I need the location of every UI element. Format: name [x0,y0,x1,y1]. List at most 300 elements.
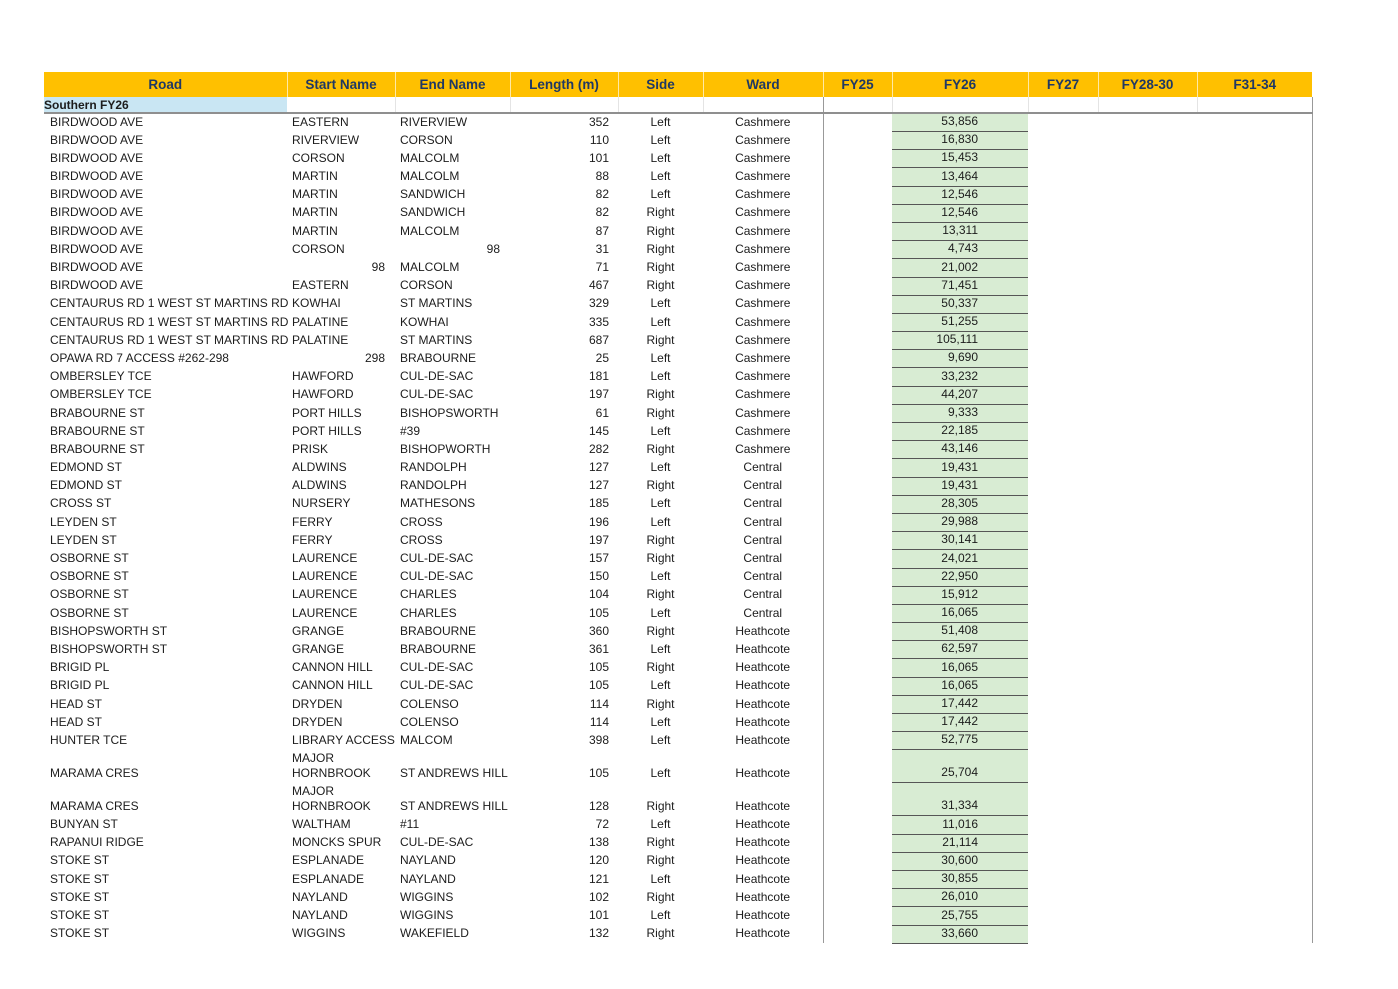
cell-start[interactable]: LAURENCE [292,569,358,584]
cell-end[interactable]: CUL-DE-SAC [400,551,474,565]
cell-f31[interactable] [1197,513,1312,531]
cell-start[interactable]: CORSON [292,150,345,165]
cell-fy28[interactable] [1098,532,1197,550]
cell-fy26[interactable]: 29,988 [892,513,1028,531]
cell-start[interactable]: PALATINE [292,314,349,329]
cell-road[interactable]: CENTAURUS RD 1 WEST ST MARTINS RD [50,314,289,329]
cell-start[interactable]: GRANGE [292,623,345,638]
cell-fy26[interactable]: 21,002 [892,259,1028,277]
cell-road[interactable]: BUNYAN ST [50,817,118,832]
header-fy28-30[interactable]: FY28-30 [1098,72,1197,97]
cell-end[interactable]: RANDOLPH [400,460,467,475]
cell-end[interactable]: CHARLES [400,605,457,620]
cell-end[interactable]: BISHOPSWORTH [400,405,499,420]
cell-start[interactable]: PORT HILLS [292,423,362,438]
cell-end[interactable]: COLENSO [400,714,459,729]
cell-fy25[interactable] [823,222,892,240]
cell-road[interactable]: EDMOND ST [50,478,122,493]
cell-side[interactable]: Left [650,732,671,747]
cell-fy25[interactable] [823,313,892,331]
cell-side[interactable]: Left [650,641,671,656]
cell-fy26[interactable]: 17,442 [892,714,1028,732]
cell-f31[interactable] [1197,907,1312,925]
cell-fy26[interactable]: 30,600 [892,852,1028,870]
cell-side[interactable]: Left [650,569,671,584]
cell-end[interactable]: CUL-DE-SAC [400,678,474,693]
cell-fy27[interactable] [1028,532,1098,550]
cell-f31[interactable] [1197,695,1312,713]
cell-fy28[interactable] [1098,368,1197,386]
cell-start[interactable]: LAURENCE [292,587,358,602]
cell-ward[interactable]: Cashmere [703,132,823,150]
cell-fy27[interactable] [1028,277,1098,295]
cell-end[interactable]: COLENSO [400,696,459,711]
cell-fy28[interactable] [1098,313,1197,331]
cell-side[interactable]: Right [646,926,675,941]
cell-fy28[interactable] [1098,222,1197,240]
cell-f31[interactable] [1197,783,1312,816]
cell-side[interactable]: Left [650,296,671,311]
cell-fy27[interactable] [1028,495,1098,513]
cell-fy26[interactable]: 26,010 [892,889,1028,907]
cell-fy28[interactable] [1098,441,1197,459]
cell-end[interactable]: BRABOURNE [400,350,477,365]
cell-fy26[interactable]: 16,830 [892,132,1028,150]
cell-fy26[interactable]: 31,334 [892,783,1028,816]
cell-road[interactable]: CENTAURUS RD 1 WEST ST MARTINS RD [50,296,289,311]
cell-side[interactable]: Right [646,241,675,256]
cell-ward[interactable]: Cashmere [703,295,823,313]
cell-length[interactable]: 105 [588,765,609,780]
cell-start[interactable]: HAWFORD [292,387,354,402]
cell-end[interactable]: 98 [486,241,500,256]
cell-f31[interactable] [1197,150,1312,168]
section-cell[interactable] [1028,97,1098,113]
cell-end[interactable]: NAYLAND [400,871,456,886]
section-label-cell[interactable]: Southern FY26 [44,97,287,113]
cell-road[interactable]: STOKE ST [50,889,110,904]
cell-length[interactable]: 181 [588,369,609,384]
cell-road[interactable]: OMBERSLEY TCE [50,369,152,384]
cell-ward[interactable]: Heathcote [703,834,823,852]
cell-ward[interactable]: Heathcote [703,623,823,641]
cell-fy27[interactable] [1028,852,1098,870]
cell-fy26[interactable]: 105,111 [892,332,1028,350]
cell-fy25[interactable] [823,834,892,852]
cell-side[interactable]: Left [650,714,671,729]
cell-side[interactable]: Right [646,223,675,238]
cell-fy26[interactable]: 9,690 [892,350,1028,368]
cell-ward[interactable]: Cashmere [703,441,823,459]
cell-end[interactable]: MALCOLM [400,150,460,165]
cell-ward[interactable]: Heathcote [703,852,823,870]
cell-fy25[interactable] [823,586,892,604]
cell-end[interactable]: NAYLAND [400,853,456,868]
header-start[interactable]: Start Name [287,72,395,97]
cell-fy28[interactable] [1098,659,1197,677]
cell-road[interactable]: HEAD ST [50,714,103,729]
cell-f31[interactable] [1197,350,1312,368]
cell-fy27[interactable] [1028,313,1098,331]
header-ward[interactable]: Ward [703,72,823,97]
cell-road[interactable]: OSBORNE ST [50,587,129,602]
cell-fy28[interactable] [1098,641,1197,659]
cell-start[interactable]: CANNON HILL [292,660,373,675]
cell-fy27[interactable] [1028,459,1098,477]
cell-ward[interactable]: Heathcote [703,677,823,695]
cell-ward[interactable]: Central [703,532,823,550]
cell-length[interactable]: 398 [588,732,609,747]
cell-length[interactable]: 197 [588,532,609,547]
cell-side[interactable]: Right [646,889,675,904]
cell-fy27[interactable] [1028,150,1098,168]
cell-f31[interactable] [1197,714,1312,732]
cell-fy28[interactable] [1098,586,1197,604]
cell-road[interactable]: BRABOURNE ST [50,405,145,420]
cell-fy27[interactable] [1028,604,1098,622]
cell-fy28[interactable] [1098,568,1197,586]
cell-length[interactable]: 61 [595,405,609,420]
cell-fy25[interactable] [823,186,892,204]
cell-ward[interactable]: Heathcote [703,889,823,907]
cell-fy25[interactable] [823,459,892,477]
cell-length[interactable]: 105 [588,678,609,693]
cell-length[interactable]: 127 [588,478,609,493]
cell-f31[interactable] [1197,641,1312,659]
cell-fy27[interactable] [1028,513,1098,531]
cell-f31[interactable] [1197,459,1312,477]
cell-side[interactable]: Left [650,605,671,620]
cell-side[interactable]: Left [650,514,671,529]
cell-fy27[interactable] [1028,816,1098,834]
cell-f31[interactable] [1197,623,1312,641]
cell-fy26[interactable]: 24,021 [892,550,1028,568]
cell-ward[interactable]: Cashmere [703,423,823,441]
header-end[interactable]: End Name [395,72,510,97]
cell-end[interactable]: RANDOLPH [400,478,467,493]
cell-f31[interactable] [1197,495,1312,513]
cell-fy25[interactable] [823,907,892,925]
cell-fy25[interactable] [823,852,892,870]
cell-length[interactable]: 282 [588,441,609,456]
cell-fy26[interactable]: 71,451 [892,277,1028,295]
cell-fy25[interactable] [823,168,892,186]
cell-ward[interactable]: Central [703,477,823,495]
cell-fy26[interactable]: 28,305 [892,495,1028,513]
cell-fy28[interactable] [1098,783,1197,816]
cell-road[interactable]: HUNTER TCE [50,732,128,747]
cell-f31[interactable] [1197,568,1312,586]
cell-start[interactable]: NAYLAND [292,889,348,904]
cell-end[interactable]: CROSS [400,514,443,529]
cell-length[interactable]: 687 [588,332,609,347]
cell-ward[interactable]: Heathcote [703,695,823,713]
cell-length[interactable]: 197 [588,387,609,402]
cell-fy25[interactable] [823,641,892,659]
cell-length[interactable]: 72 [595,817,609,832]
header-fy27[interactable]: FY27 [1028,72,1098,97]
cell-side[interactable]: Right [646,660,675,675]
cell-fy27[interactable] [1028,477,1098,495]
cell-fy26[interactable]: 51,255 [892,313,1028,331]
cell-f31[interactable] [1197,925,1312,943]
cell-ward[interactable]: Central [703,550,823,568]
cell-road[interactable]: OSBORNE ST [50,551,129,565]
cell-side[interactable]: Left [650,908,671,922]
cell-length[interactable]: 101 [588,150,609,165]
cell-fy25[interactable] [823,550,892,568]
cell-fy27[interactable] [1028,132,1098,150]
cell-f31[interactable] [1197,386,1312,404]
cell-side[interactable]: Right [646,853,675,868]
cell-road[interactable]: HEAD ST [50,696,103,711]
cell-f31[interactable] [1197,259,1312,277]
cell-road[interactable]: CENTAURUS RD 1 WEST ST MARTINS RD [50,332,289,347]
cell-end[interactable]: CROSS [400,532,443,547]
cell-ward[interactable]: Cashmere [703,350,823,368]
cell-road[interactable]: RAPANUI RIDGE [50,835,144,850]
cell-length[interactable]: 335 [588,314,609,329]
cell-ward[interactable]: Central [703,568,823,586]
cell-ward[interactable]: Heathcote [703,816,823,834]
cell-road[interactable]: BIRDWOOD AVE [50,169,144,184]
cell-fy25[interactable] [823,604,892,622]
cell-end[interactable]: MALCOLM [400,223,460,238]
cell-fy26[interactable]: 11,016 [892,816,1028,834]
cell-fy26[interactable]: 9,333 [892,404,1028,422]
cell-fy26[interactable]: 51,408 [892,623,1028,641]
cell-fy25[interactable] [823,113,892,132]
cell-fy26[interactable]: 15,912 [892,586,1028,604]
cell-fy28[interactable] [1098,925,1197,943]
cell-length[interactable]: 105 [588,660,609,675]
section-cell[interactable] [823,97,892,113]
cell-fy26[interactable]: 4,743 [892,241,1028,259]
cell-start[interactable]: PORT HILLS [292,405,362,420]
cell-side[interactable]: Right [646,696,675,711]
cell-length[interactable]: 150 [588,569,609,584]
cell-end[interactable]: CHARLES [400,587,457,602]
cell-fy28[interactable] [1098,241,1197,259]
cell-fy27[interactable] [1028,332,1098,350]
cell-fy26[interactable]: 30,141 [892,532,1028,550]
cell-fy27[interactable] [1028,732,1098,750]
cell-length[interactable]: 114 [589,696,609,711]
cell-road[interactable]: BRABOURNE ST [50,423,145,438]
cell-length[interactable]: 185 [588,496,609,511]
cell-side[interactable]: Right [646,587,675,602]
cell-fy25[interactable] [823,714,892,732]
cell-start[interactable]: HAWFORD [292,369,354,384]
cell-length[interactable]: 101 [588,908,609,922]
cell-f31[interactable] [1197,659,1312,677]
cell-start[interactable]: CORSON [292,241,345,256]
cell-end[interactable]: #39 [400,423,421,438]
cell-fy28[interactable] [1098,113,1197,132]
cell-side[interactable]: Left [650,114,671,129]
cell-f31[interactable] [1197,132,1312,150]
section-cell[interactable] [892,97,1028,113]
cell-start[interactable]: NURSERY [292,496,351,511]
cell-length[interactable]: 157 [588,551,609,565]
cell-fy26[interactable]: 19,431 [892,459,1028,477]
cell-ward[interactable]: Heathcote [703,659,823,677]
cell-fy28[interactable] [1098,732,1197,750]
cell-end[interactable]: BRABOURNE [400,641,477,656]
header-fy26[interactable]: FY26 [892,72,1028,97]
cell-f31[interactable] [1197,477,1312,495]
section-cell[interactable] [1098,97,1197,113]
cell-fy27[interactable] [1028,186,1098,204]
cell-fy25[interactable] [823,404,892,422]
cell-side[interactable]: Left [650,350,671,365]
cell-side[interactable]: Right [646,205,675,220]
cell-end[interactable]: CORSON [400,132,453,147]
cell-fy25[interactable] [823,677,892,695]
cell-ward[interactable]: Cashmere [703,368,823,386]
cell-road[interactable]: BRIGID PL [50,678,110,693]
cell-fy27[interactable] [1028,783,1098,816]
header-length[interactable]: Length (m) [510,72,618,97]
cell-side[interactable]: Right [646,441,675,456]
cell-end[interactable]: SANDWICH [400,205,466,220]
cell-side[interactable]: Right [646,532,675,547]
header-f31-34[interactable]: F31-34 [1197,72,1312,97]
cell-length[interactable]: 196 [588,514,609,529]
cell-end[interactable]: RIVERVIEW [400,114,468,129]
cell-road[interactable]: STOKE ST [50,871,110,886]
cell-ward[interactable]: Central [703,586,823,604]
cell-side[interactable]: Right [646,332,675,347]
cell-end[interactable]: CUL-DE-SAC [400,569,474,584]
cell-f31[interactable] [1197,404,1312,422]
cell-start[interactable]: LAURENCE [292,551,358,565]
cell-fy27[interactable] [1028,834,1098,852]
cell-length[interactable]: 71 [595,260,609,274]
cell-fy28[interactable] [1098,852,1197,870]
cell-start[interactable]: MAJOR HORNBROOK [292,750,371,780]
cell-start[interactable]: MARTIN [292,187,338,202]
cell-fy28[interactable] [1098,459,1197,477]
cell-end[interactable]: MALCOLM [400,169,460,184]
cell-fy25[interactable] [823,816,892,834]
cell-fy27[interactable] [1028,623,1098,641]
cell-road[interactable]: BISHOPSWORTH ST [50,623,168,638]
cell-end[interactable]: ST ANDREWS HILL [400,765,508,780]
cell-start[interactable]: EASTERN [292,114,349,129]
cell-fy27[interactable] [1028,241,1098,259]
cell-ward[interactable]: Cashmere [703,259,823,277]
cell-start[interactable]: GRANGE [292,641,345,656]
cell-f31[interactable] [1197,870,1312,888]
cell-fy26[interactable]: 19,431 [892,477,1028,495]
cell-road[interactable]: BIRDWOOD AVE [50,150,144,165]
cell-side[interactable]: Left [650,460,671,475]
cell-road[interactable]: MARAMA CRES [50,765,139,780]
cell-start[interactable]: ESPLANADE [292,871,365,886]
cell-fy28[interactable] [1098,186,1197,204]
cell-side[interactable]: Right [646,478,675,493]
cell-side[interactable]: Right [646,623,675,638]
cell-end[interactable]: #11 [400,817,420,832]
cell-fy26[interactable]: 21,114 [892,834,1028,852]
cell-f31[interactable] [1197,295,1312,313]
cell-fy25[interactable] [823,295,892,313]
cell-start[interactable]: MAJOR HORNBROOK [292,783,371,813]
cell-side[interactable]: Left [650,314,671,329]
cell-fy25[interactable] [823,568,892,586]
cell-fy25[interactable] [823,386,892,404]
cell-f31[interactable] [1197,677,1312,695]
cell-ward[interactable]: Cashmere [703,204,823,222]
cell-side[interactable]: Left [650,423,671,438]
cell-length[interactable]: 121 [588,871,609,886]
cell-fy26[interactable]: 15,453 [892,150,1028,168]
cell-fy27[interactable] [1028,677,1098,695]
cell-ward[interactable]: Central [703,604,823,622]
cell-fy28[interactable] [1098,889,1197,907]
cell-road[interactable]: BRABOURNE ST [50,441,145,456]
cell-fy28[interactable] [1098,495,1197,513]
cell-ward[interactable]: Cashmere [703,113,823,132]
cell-f31[interactable] [1197,750,1312,783]
cell-start[interactable]: WIGGINS [292,926,346,941]
cell-end[interactable]: CUL-DE-SAC [400,387,474,402]
cell-fy28[interactable] [1098,477,1197,495]
cell-length[interactable]: 104 [588,587,609,602]
cell-ward[interactable]: Heathcote [703,750,823,783]
cell-road[interactable]: CROSS ST [50,496,112,511]
cell-road[interactable]: OPAWA RD 7 ACCESS #262-298 [50,350,229,365]
cell-road[interactable]: OSBORNE ST [50,569,129,584]
cell-f31[interactable] [1197,368,1312,386]
cell-fy26[interactable]: 22,185 [892,423,1028,441]
cell-length[interactable]: 105 [588,605,609,620]
cell-f31[interactable] [1197,423,1312,441]
cell-road[interactable]: OMBERSLEY TCE [50,387,152,402]
cell-fy27[interactable] [1028,714,1098,732]
cell-f31[interactable] [1197,168,1312,186]
cell-road[interactable]: STOKE ST [50,908,110,922]
cell-ward[interactable]: Heathcote [703,783,823,816]
cell-fy27[interactable] [1028,204,1098,222]
cell-ward[interactable]: Heathcote [703,870,823,888]
cell-fy26[interactable]: 12,546 [892,204,1028,222]
cell-end[interactable]: WIGGINS [400,889,454,904]
cell-fy28[interactable] [1098,295,1197,313]
cell-f31[interactable] [1197,186,1312,204]
cell-length[interactable]: 360 [588,623,609,638]
cell-fy25[interactable] [823,925,892,943]
cell-start[interactable]: ALDWINS [292,460,347,475]
cell-road[interactable]: STOKE ST [50,853,110,868]
cell-fy25[interactable] [823,350,892,368]
cell-fy26[interactable]: 52,775 [892,732,1028,750]
cell-fy25[interactable] [823,332,892,350]
cell-fy27[interactable] [1028,750,1098,783]
cell-road[interactable]: EDMOND ST [50,460,122,475]
cell-start[interactable]: WALTHAM [292,817,351,832]
cell-fy28[interactable] [1098,350,1197,368]
cell-fy27[interactable] [1028,113,1098,132]
cell-ward[interactable]: Cashmere [703,168,823,186]
cell-fy27[interactable] [1028,925,1098,943]
cell-f31[interactable] [1197,113,1312,132]
cell-end[interactable]: MALCOLM [400,260,460,274]
cell-fy28[interactable] [1098,714,1197,732]
cell-ward[interactable]: Cashmere [703,186,823,204]
cell-start[interactable]: 298 [364,350,385,365]
